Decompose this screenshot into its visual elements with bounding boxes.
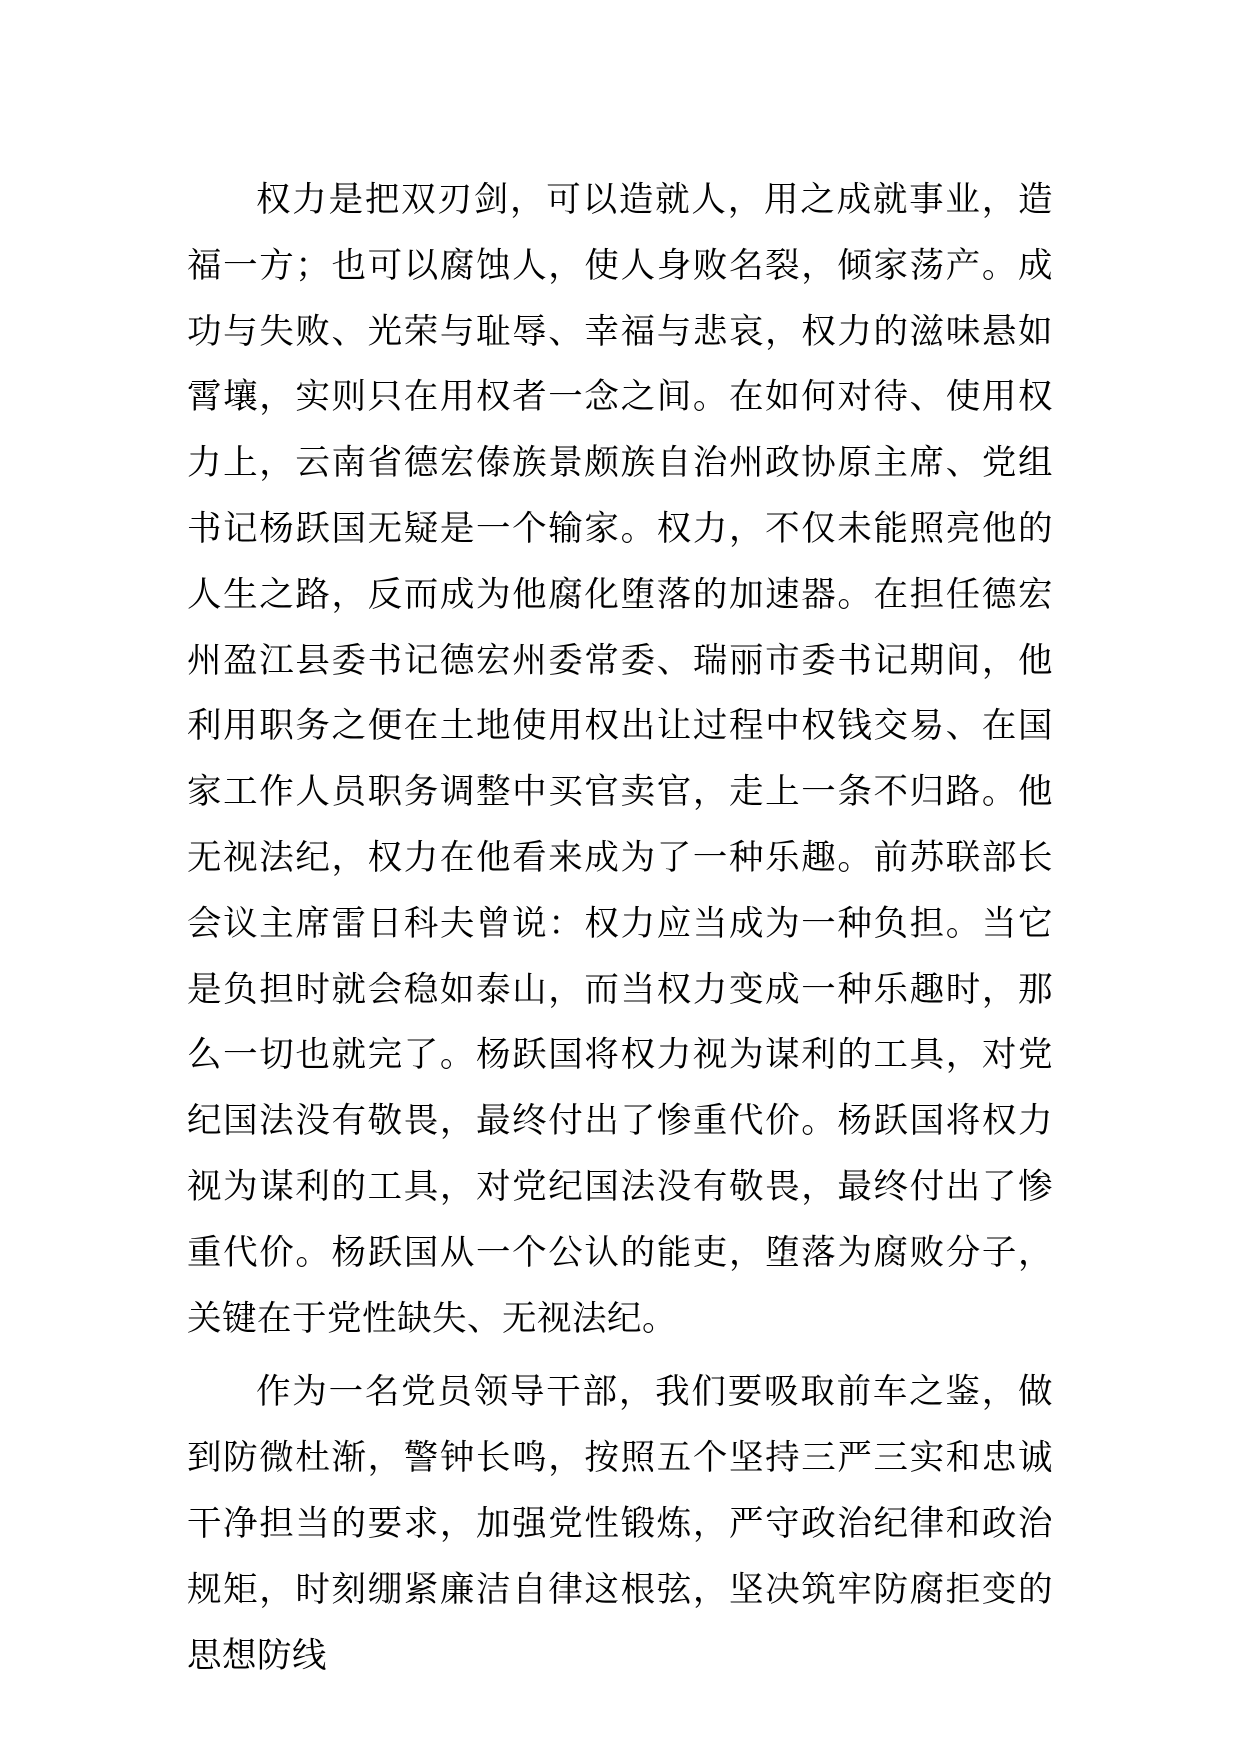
document-body xyxy=(187,168,1053,1689)
paragraph-2: 作为一名党员领导干部，我们要吸取前车之鉴，做到防微杜渐，警钟长鸣，按照五个坚持三严三实和忠诚干净担当的要求，加强党性锻炼，严守政治纪律和政治规矩，时刻绷紧廉洁自律这根弦，坚决筑牢防腐拒变的思想防线 xyxy=(187,1372,1053,1676)
paragraph-1: 权力是把双刃剑，可以造就人，用之成就事业，造福一方；也可以腐蚀人，使人身败名裂，倾家荡产。成功与失败、光荣与耻辱、幸福与悲哀，权力的滋味悬如霄壤，实则只在用权者一念之间。在如何对待、使用权力上，云南省德宏傣族景颇族自治州政协原主席、党组书记杨跃国无疑是一个输家。权力，不仅未能照亮他的人生之路，反而成为他腐化堕落的加速器。在担任德宏州盈江县委书记德宏州委常委、瑞丽市委书记期间，他利用职务之便在土地使用权出让过程中权钱交易、在国家工作人员职务调整中买官卖官，走上一条不归路。他无视法纪，权力在他看来成为了一种乐趣。前苏联部长会议主席雷日科夫曾说：权力应当成为一种负担。当它是负担时就会稳如泰山，而当权力变成一种乐趣时，那么一切也就完了。杨跃国将权力视为谋利的工具，对党纪国法没有敬畏，最终付出了惨重代价。杨跃国将权力视为谋利的工具，对党纪国法没有敬畏，最终付出了惨重代价。杨跃国从一个公认的能吏，堕落为腐败分子，关键在于党性缺失、无视法纪。 xyxy=(187,180,1053,1339)
